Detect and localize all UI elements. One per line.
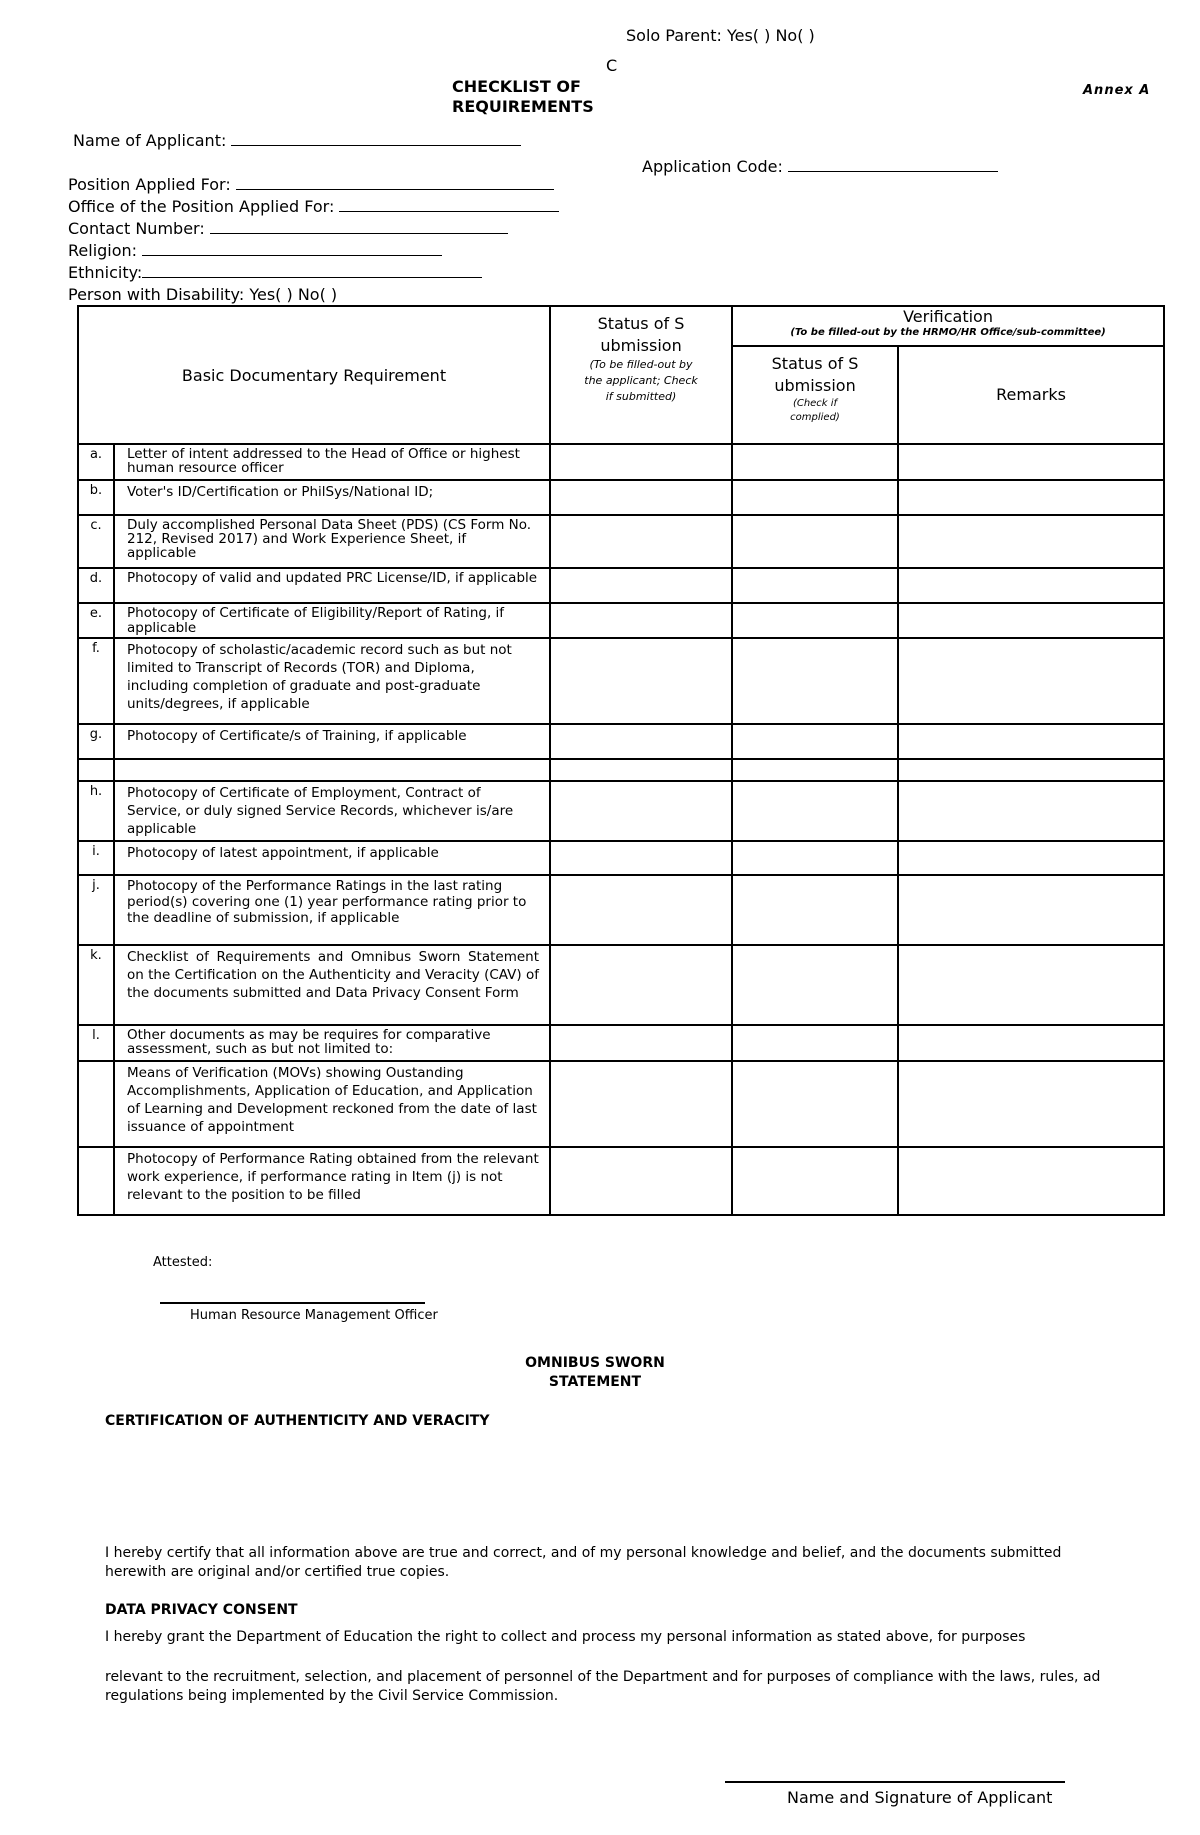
row-text: Photocopy of latest appointment, if applicable <box>114 841 550 875</box>
application-code-field <box>642 157 998 176</box>
table-row <box>78 759 1164 781</box>
row-letter: d. <box>78 568 114 603</box>
verification-note: (To be filled-out by the HRMO/HR Office/sub-committee) <box>790 327 1106 338</box>
table-row <box>78 603 1164 638</box>
table-row <box>78 638 1164 724</box>
page-title <box>452 77 594 117</box>
row-letter: i. <box>78 841 114 875</box>
row-letter: l. <box>78 1025 114 1061</box>
office-position-label: Office of the Position Applied For: <box>68 197 335 216</box>
ver-status-cell[interactable] <box>732 568 898 603</box>
office-position-field <box>68 197 559 216</box>
name-of-applicant-field <box>73 131 521 150</box>
remarks-cell[interactable] <box>898 724 1164 759</box>
table-row <box>78 781 1164 841</box>
basic-requirement-header: Basic Documentary Requirement <box>78 306 550 444</box>
religion-field <box>68 241 442 260</box>
status-cell[interactable] <box>550 875 732 945</box>
row-letter: f. <box>78 638 114 724</box>
contact-number-label: Contact Number: <box>68 219 205 238</box>
ver-status-title: Status of Submission <box>771 354 859 395</box>
ver-status-cell[interactable] <box>732 945 898 1025</box>
status-cell[interactable] <box>550 724 732 759</box>
status-cell[interactable] <box>550 568 732 603</box>
remarks-header: Remarks <box>898 346 1164 444</box>
applicant-signature-label: Name and Signature of Applicant <box>787 1788 1053 1807</box>
row-text <box>114 759 550 781</box>
ver-status-cell[interactable] <box>732 638 898 724</box>
row-text: Photocopy of Certificate of Eligibility/Report of Rating, if applicable <box>114 603 550 638</box>
row-letter <box>78 1147 114 1215</box>
omnibus-title-line-1: OMNIBUS SWORN <box>525 1355 665 1371</box>
remarks-cell[interactable] <box>898 1061 1164 1147</box>
ver-status-cell[interactable] <box>732 724 898 759</box>
remarks-cell[interactable] <box>898 759 1164 781</box>
omnibus-title <box>505 1354 685 1392</box>
row-letter: a. <box>78 444 114 480</box>
status-cell[interactable] <box>550 638 732 724</box>
remarks-cell[interactable] <box>898 945 1164 1025</box>
row-letter: h. <box>78 781 114 841</box>
row-letter: b. <box>78 480 114 515</box>
remarks-cell[interactable] <box>898 515 1164 568</box>
remarks-cell[interactable] <box>898 638 1164 724</box>
verification-header <box>732 306 1164 346</box>
ver-status-cell[interactable] <box>732 759 898 781</box>
table-row <box>78 1061 1164 1147</box>
ver-status-cell[interactable] <box>732 875 898 945</box>
application-code-line[interactable] <box>788 157 998 172</box>
cav-text: I hereby certify that all information above are true and correct, and of my personal knowledge and belief, and the documents submitted herewith are original and/or certified true copies. <box>105 1545 1062 1580</box>
position-applied-label: Position Applied For: <box>68 175 231 194</box>
row-letter: k. <box>78 945 114 1025</box>
contact-number-field <box>68 219 508 238</box>
row-letter: j. <box>78 875 114 945</box>
application-code-label: Application Code: <box>642 157 783 176</box>
applicant-signature-line[interactable] <box>725 1781 1065 1783</box>
row-letter <box>78 1061 114 1147</box>
title-line-1: CHECKLIST OF <box>452 77 581 96</box>
remarks-cell[interactable] <box>898 444 1164 480</box>
remarks-cell[interactable] <box>898 875 1164 945</box>
row-text: Photocopy of Performance Rating obtained from the relevant work experience, if performance rating in Item (j) is not relevant to the position to be filled <box>114 1147 550 1215</box>
status-cell[interactable] <box>550 603 732 638</box>
ethnicity-line[interactable] <box>142 263 482 278</box>
row-text: Photocopy of scholastic/academic record such as but not limited to Transcript of Records (TOR) and Diploma, including completion of graduate and post-graduate units/degrees, if applicable <box>114 638 550 724</box>
dpc-heading: DATA PRIVACY CONSENT <box>105 1602 298 1618</box>
remarks-cell[interactable] <box>898 568 1164 603</box>
status-cell[interactable] <box>550 781 732 841</box>
ethnicity-label: Ethnicity: <box>68 263 143 282</box>
table-row <box>78 444 1164 480</box>
status-cell[interactable] <box>550 1025 732 1061</box>
row-letter: e. <box>78 603 114 638</box>
hrmo-label: Human Resource Management Officer <box>190 1308 438 1323</box>
table-row <box>78 724 1164 759</box>
religion-label: Religion: <box>68 241 138 260</box>
row-text: Photocopy of Certificate of Employment, Contract of Service, or duly signed Service Records, whichever is/are applicable <box>114 781 550 841</box>
solo-parent-field: Solo Parent: Yes( ) No( ) <box>626 26 815 45</box>
table-row <box>78 480 1164 515</box>
ver-status-note: (Check if complied) <box>790 398 840 423</box>
status-cell[interactable] <box>550 515 732 568</box>
row-text: Checklist of Requirements and Omnibus Sworn Statement on the Certification on the Authenticity and Veracity (CAV) of the documents submitted and Data Privacy Consent Form <box>114 945 550 1025</box>
status-cell[interactable] <box>550 759 732 781</box>
title-line-2: REQUIREMENTS <box>452 97 594 116</box>
row-text: Photocopy of the Performance Ratings in the last rating period(s) covering one (1) year performance rating prior to the deadline of submission, if applicable <box>114 875 550 945</box>
ver-status-cell[interactable] <box>732 1147 898 1215</box>
row-text: Duly accomplished Personal Data Sheet (PDS) (CS Form No. 212, Revised 2017) and Work Experience Sheet, if applicable <box>114 515 550 568</box>
table-row <box>78 515 1164 568</box>
table-row <box>78 875 1164 945</box>
row-text: Voter's ID/Certification or PhilSys/National ID; <box>114 480 550 515</box>
table-row <box>78 568 1164 603</box>
name-of-applicant-line[interactable] <box>231 131 521 146</box>
remarks-cell[interactable] <box>898 480 1164 515</box>
row-text: Photocopy of valid and updated PRC License/ID, if applicable <box>114 568 550 603</box>
name-of-applicant-label: Name of Applicant: <box>73 131 227 150</box>
status-cell[interactable] <box>550 480 732 515</box>
annex-label: Annex A <box>1083 83 1151 98</box>
contact-number-line[interactable] <box>210 219 508 234</box>
row-text: Letter of intent addressed to the Head of Office or highest human resource officer <box>114 444 550 480</box>
status-cell[interactable] <box>550 1147 732 1215</box>
table-row <box>78 1147 1164 1215</box>
status-submission-title: Status of Submission <box>597 314 685 355</box>
row-letter: c. <box>78 515 114 568</box>
ver-status-cell[interactable] <box>732 444 898 480</box>
cav-heading: CERTIFICATION OF AUTHENTICITY AND VERACITY <box>105 1413 490 1429</box>
table-row <box>78 945 1164 1025</box>
table-row <box>78 1025 1164 1061</box>
dpc-line-2: relevant to the recruitment, selection, and placement of personnel of the Department and for purposes of compliance with the laws, rules, ad regulations being implemented by the Civil Service Commission. <box>105 1669 1101 1704</box>
status-submission-header <box>550 306 732 444</box>
remarks-cell[interactable] <box>898 781 1164 841</box>
remarks-cell[interactable] <box>898 841 1164 875</box>
status-cell[interactable] <box>550 1061 732 1147</box>
status-cell[interactable] <box>550 945 732 1025</box>
dpc-line-1: I hereby grant the Department of Education the right to collect and process my personal information as stated above, for purposes <box>105 1629 1026 1645</box>
row-text: Photocopy of Certificate/s of Training, if applicable <box>114 724 550 759</box>
ver-status-cell[interactable] <box>732 515 898 568</box>
status-submission-note: (To be filled-out by the applicant; Check if submitted) <box>584 358 698 403</box>
requirements-table <box>77 305 1165 1216</box>
row-letter: g. <box>78 724 114 759</box>
row-text: Other documents as may be requires for comparative assessment, such as but not limited to: <box>114 1025 550 1061</box>
ver-status-cell[interactable] <box>732 603 898 638</box>
pwd-field: Person with Disability: Yes( ) No( ) <box>68 285 338 304</box>
ver-status-cell[interactable] <box>732 1025 898 1061</box>
ver-status-cell[interactable] <box>732 1061 898 1147</box>
ethnicity-field <box>68 263 482 282</box>
omnibus-title-line-2: STATEMENT <box>548 1374 642 1390</box>
row-text: Means of Verification (MOVs) showing Oustanding Accomplishments, Application of Education, and Application of Learning and Development reckoned from the date of last issuance of appointment <box>114 1061 550 1147</box>
ver-status-cell[interactable] <box>732 480 898 515</box>
remarks-cell[interactable] <box>898 603 1164 638</box>
ver-status-cell[interactable] <box>732 781 898 841</box>
status-cell[interactable] <box>550 444 732 480</box>
remarks-cell[interactable] <box>898 1147 1164 1215</box>
attested-label: Attested: <box>153 1255 213 1270</box>
position-applied-line[interactable] <box>236 175 554 190</box>
position-applied-field <box>68 175 554 194</box>
table-row <box>78 841 1164 875</box>
remarks-cell[interactable] <box>898 1025 1164 1061</box>
stray-letter: C <box>606 56 618 75</box>
row-letter <box>78 759 114 781</box>
verification-title: Verification <box>903 307 993 326</box>
office-position-line[interactable] <box>339 197 559 212</box>
ver-status-header <box>732 346 898 444</box>
hrmo-signature-line[interactable] <box>160 1302 425 1304</box>
status-cell[interactable] <box>550 841 732 875</box>
ver-status-cell[interactable] <box>732 841 898 875</box>
religion-line[interactable] <box>142 241 442 256</box>
